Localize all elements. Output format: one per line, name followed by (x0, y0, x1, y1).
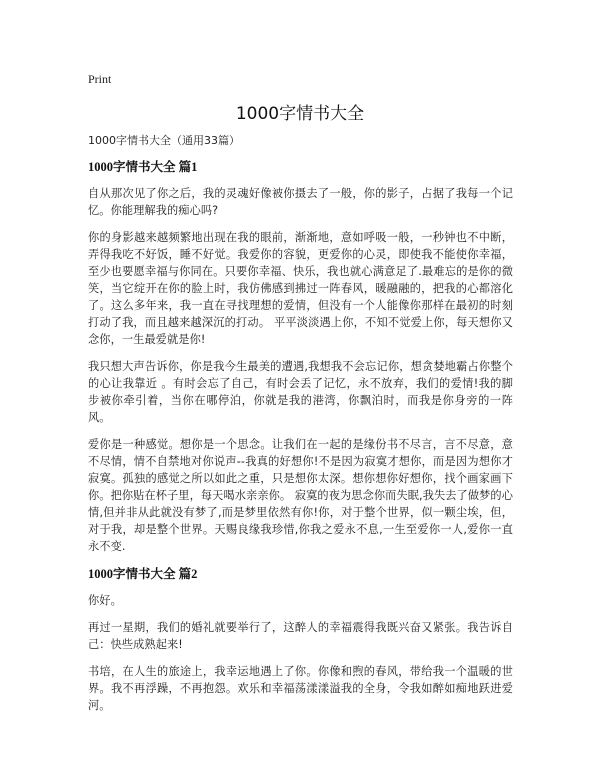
paragraph: 你的身影越来越频繁地出现在我的眼前，渐渐地，意如呼吸一般，一秒钟也不中断，弄得我吃不好饭，睡不好觉。我爱你的容貌，更爱你的心灵，即使我不能使你幸福，至少也要愿幸福与你同在。只要你幸福、快乐，我也就心满意足了.最难忘的是你的微笑，当它绽开在你的脸上时，我仿佛感到拂过一阵春风，暖融融的，把我的心都溶化了。这么多年来，我一直在寻找理想的爱情，但没有一个人能像你那样在最初的时刻打动了我，而且越来越深沉的打动。 平平淡淡遇上你，不知不觉爱上你，每天想你又念你，一生最爱就是你! (88, 231, 513, 346)
section-heading: 1000字情书大全 篇1 (88, 160, 198, 174)
print-link[interactable]: Print (88, 72, 112, 86)
document-title: 1000字情书大全 (235, 104, 365, 124)
section-2 (88, 565, 513, 714)
paragraph: 你好。 (88, 594, 122, 607)
document-subtitle: 1000字情书大全（通用33篇） (88, 134, 240, 147)
document-body (88, 133, 513, 724)
paragraph: 自从那次见了你之后，我的灵魂好像被你摄去了一般，你的影子，占据了我每一个记忆。你能理解我的痴心吗? (88, 187, 513, 217)
paragraph: 书培，在人生的旅途上，我幸运地遇上了你。你像和煦的春风，带给我一个温暖的世界。我不再浮躁，不再抱怨。欢乐和幸福荡漾漾溢我的全身，令我如醉如痴地跃进爱河。 (88, 665, 513, 712)
section-heading: 1000字情书大全 篇2 (88, 567, 198, 581)
paragraph: 爱你是一种感觉。想你是一个思念。让我们在一起的是缘份书不尽言，言不尽意，意不尽情，情不自禁地对你说声--我真的好想你!不是因为寂寞才想你，而是因为想你才寂寞。孤独的感觉之所以如此之重，只是想你太深。想你想你好想你，找个画家画下你。把你贴在杯子里，每天喝水亲亲你。 寂寞的夜为思念你而失眠,我失去了做梦的心情,但并非从此就没有梦了,而是梦里依然有你!你，对于整个世界，似一颗尘埃，但，对于我，却是整个世界。天赐良缘我珍惜,你我之爱永不息,一生至爱你一人,爱你一直永不变. (88, 438, 513, 553)
paragraph: 我只想大声告诉你，你是我今生最美的遭遇,我想我不会忘记你，想贪婪地霸占你整个的心让我靠近 。有时会忘了自己，有时会丢了记忆，永不放弃，我们的爱情!我的脚步被你牵引着，当你在哪停泊，你就是我的港湾，你飘泊时，而我是你身旁的一阵风。 (88, 360, 513, 424)
paragraph: 再过一星期，我们的婚礼就要举行了，这醉人的幸福震得我既兴奋又紧张。我告诉自己：快些成熟起来! (88, 621, 513, 651)
section-1 (88, 158, 513, 555)
